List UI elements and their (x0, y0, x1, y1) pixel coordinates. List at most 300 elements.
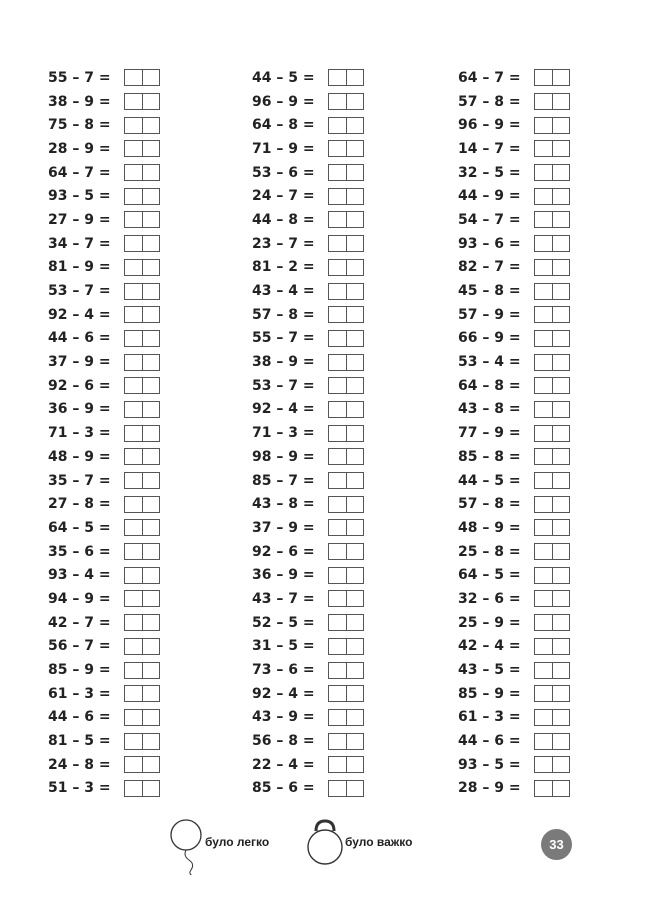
answer-ones-cell[interactable] (346, 212, 364, 227)
answer-ones-cell[interactable] (346, 141, 364, 156)
answer-box[interactable] (124, 140, 160, 157)
answer-tens-cell[interactable] (535, 686, 552, 701)
answer-box[interactable] (328, 543, 364, 560)
problem-expression: 85 – 9 = (458, 685, 521, 702)
answer-box[interactable] (534, 519, 570, 536)
answer-tens-cell[interactable] (125, 307, 142, 322)
answer-tens-cell[interactable] (535, 710, 552, 725)
problem-expression: 94 – 9 = (48, 590, 111, 607)
answer-box[interactable] (124, 780, 160, 797)
answer-box[interactable] (534, 401, 570, 418)
answer-ones-cell[interactable] (552, 497, 570, 512)
answer-ones-cell[interactable] (552, 591, 570, 606)
answer-box[interactable] (124, 472, 160, 489)
answer-tens-cell[interactable] (125, 141, 142, 156)
problem-row (48, 161, 160, 185)
answer-ones-cell[interactable] (346, 331, 364, 346)
answer-tens-cell[interactable] (535, 734, 552, 749)
answer-tens-cell[interactable] (535, 307, 552, 322)
answer-box[interactable] (534, 306, 570, 323)
answer-box[interactable] (534, 448, 570, 465)
answer-box[interactable] (534, 496, 570, 513)
answer-box[interactable] (328, 211, 364, 228)
answer-tens-cell[interactable] (329, 615, 346, 630)
answer-box[interactable] (328, 780, 364, 797)
answer-box[interactable] (124, 188, 160, 205)
answer-ones-cell[interactable] (552, 236, 570, 251)
answer-ones-cell[interactable] (346, 118, 364, 133)
answer-ones-cell[interactable] (142, 236, 160, 251)
problem-expression: 64 – 5 = (48, 519, 111, 536)
answer-tens-cell[interactable] (125, 757, 142, 772)
hard-label[interactable]: було важко (345, 835, 413, 849)
answer-ones-cell[interactable] (346, 449, 364, 464)
answer-ones-cell[interactable] (142, 520, 160, 535)
easy-label[interactable]: було легко (205, 835, 270, 849)
answer-ones-cell[interactable] (346, 473, 364, 488)
answer-tens-cell[interactable] (125, 236, 142, 251)
answer-box[interactable] (328, 259, 364, 276)
answer-ones-cell[interactable] (346, 781, 364, 796)
answer-box[interactable] (124, 354, 160, 371)
answer-box[interactable] (328, 235, 364, 252)
answer-ones-cell[interactable] (142, 710, 160, 725)
answer-ones-cell[interactable] (346, 189, 364, 204)
answer-box[interactable] (328, 519, 364, 536)
answer-tens-cell[interactable] (535, 568, 552, 583)
answer-tens-cell[interactable] (329, 331, 346, 346)
answer-box[interactable] (124, 662, 160, 679)
answer-tens-cell[interactable] (535, 473, 552, 488)
answer-ones-cell[interactable] (142, 663, 160, 678)
answer-ones-cell[interactable] (552, 165, 570, 180)
answer-ones-cell[interactable] (552, 734, 570, 749)
answer-box[interactable] (124, 69, 160, 86)
answer-ones-cell[interactable] (346, 639, 364, 654)
answer-tens-cell[interactable] (125, 94, 142, 109)
answer-box[interactable] (328, 401, 364, 418)
answer-box[interactable] (534, 69, 570, 86)
answer-tens-cell[interactable] (329, 165, 346, 180)
answer-ones-cell[interactable] (142, 615, 160, 630)
answer-ones-cell[interactable] (346, 165, 364, 180)
answer-ones-cell[interactable] (142, 734, 160, 749)
answer-tens-cell[interactable] (125, 402, 142, 417)
answer-tens-cell[interactable] (125, 165, 142, 180)
answer-ones-cell[interactable] (552, 284, 570, 299)
answer-box[interactable] (534, 685, 570, 702)
answer-tens-cell[interactable] (329, 378, 346, 393)
answer-ones-cell[interactable] (142, 544, 160, 559)
answer-ones-cell[interactable] (552, 663, 570, 678)
answer-ones-cell[interactable] (346, 591, 364, 606)
answer-tens-cell[interactable] (329, 781, 346, 796)
answer-tens-cell[interactable] (329, 757, 346, 772)
answer-ones-cell[interactable] (552, 426, 570, 441)
answer-tens-cell[interactable] (329, 544, 346, 559)
answer-tens-cell[interactable] (329, 236, 346, 251)
answer-ones-cell[interactable] (552, 686, 570, 701)
answer-box[interactable] (124, 733, 160, 750)
answer-ones-cell[interactable] (346, 284, 364, 299)
answer-tens-cell[interactable] (125, 284, 142, 299)
answer-tens-cell[interactable] (329, 118, 346, 133)
answer-ones-cell[interactable] (142, 331, 160, 346)
answer-ones-cell[interactable] (552, 449, 570, 464)
answer-box[interactable] (124, 306, 160, 323)
answer-tens-cell[interactable] (329, 568, 346, 583)
answer-ones-cell[interactable] (552, 189, 570, 204)
answer-box[interactable] (124, 709, 160, 726)
answer-tens-cell[interactable] (535, 615, 552, 630)
answer-tens-cell[interactable] (125, 781, 142, 796)
answer-ones-cell[interactable] (142, 307, 160, 322)
answer-ones-cell[interactable] (346, 94, 364, 109)
answer-ones-cell[interactable] (142, 449, 160, 464)
kettlebell-icon[interactable] (303, 817, 347, 869)
answer-tens-cell[interactable] (125, 734, 142, 749)
answer-box[interactable] (328, 188, 364, 205)
answer-tens-cell[interactable] (125, 710, 142, 725)
problem-expression: 43 – 5 = (458, 662, 521, 679)
answer-ones-cell[interactable] (552, 94, 570, 109)
answer-box[interactable] (328, 448, 364, 465)
answer-box[interactable] (124, 567, 160, 584)
answer-box[interactable] (534, 590, 570, 607)
problem-row (252, 635, 364, 659)
answer-ones-cell[interactable] (346, 615, 364, 630)
answer-ones-cell[interactable] (346, 520, 364, 535)
answer-box[interactable] (124, 496, 160, 513)
answer-tens-cell[interactable] (535, 378, 552, 393)
answer-ones-cell[interactable] (552, 615, 570, 630)
answer-ones-cell[interactable] (142, 378, 160, 393)
answer-box[interactable] (534, 140, 570, 157)
answer-tens-cell[interactable] (535, 544, 552, 559)
answer-tens-cell[interactable] (125, 331, 142, 346)
answer-box[interactable] (124, 377, 160, 394)
answer-box[interactable] (124, 164, 160, 181)
answer-tens-cell[interactable] (535, 402, 552, 417)
answer-box[interactable] (124, 283, 160, 300)
answer-box[interactable] (328, 756, 364, 773)
answer-ones-cell[interactable] (346, 70, 364, 85)
answer-box[interactable] (534, 164, 570, 181)
answer-tens-cell[interactable] (329, 141, 346, 156)
answer-ones-cell[interactable] (552, 520, 570, 535)
problem-row (252, 682, 364, 706)
answer-box[interactable] (534, 662, 570, 679)
answer-box[interactable] (328, 567, 364, 584)
answer-tens-cell[interactable] (125, 520, 142, 535)
answer-tens-cell[interactable] (125, 686, 142, 701)
answer-ones-cell[interactable] (552, 757, 570, 772)
answer-box[interactable] (124, 425, 160, 442)
answer-box[interactable] (328, 709, 364, 726)
answer-ones-cell[interactable] (552, 212, 570, 227)
answer-ones-cell[interactable] (346, 307, 364, 322)
answer-box[interactable] (328, 354, 364, 371)
answer-box[interactable] (328, 425, 364, 442)
answer-tens-cell[interactable] (125, 449, 142, 464)
answer-ones-cell[interactable] (346, 757, 364, 772)
answer-box[interactable] (328, 117, 364, 134)
answer-ones-cell[interactable] (346, 734, 364, 749)
answer-box[interactable] (328, 638, 364, 655)
answer-tens-cell[interactable] (535, 449, 552, 464)
answer-tens-cell[interactable] (125, 615, 142, 630)
answer-ones-cell[interactable] (346, 260, 364, 275)
answer-tens-cell[interactable] (535, 118, 552, 133)
answer-ones-cell[interactable] (346, 710, 364, 725)
answer-tens-cell[interactable] (125, 663, 142, 678)
answer-box[interactable] (534, 93, 570, 110)
answer-tens-cell[interactable] (329, 639, 346, 654)
answer-tens-cell[interactable] (535, 591, 552, 606)
answer-ones-cell[interactable] (346, 568, 364, 583)
problem-row (48, 682, 160, 706)
answer-ones-cell[interactable] (552, 473, 570, 488)
answer-tens-cell[interactable] (125, 544, 142, 559)
answer-tens-cell[interactable] (329, 449, 346, 464)
answer-box[interactable] (534, 188, 570, 205)
answer-ones-cell[interactable] (346, 663, 364, 678)
answer-box[interactable] (534, 614, 570, 631)
problem-expression: 35 – 6 = (48, 543, 111, 560)
answer-box[interactable] (534, 235, 570, 252)
answer-tens-cell[interactable] (535, 426, 552, 441)
answer-ones-cell[interactable] (142, 473, 160, 488)
answer-tens-cell[interactable] (329, 497, 346, 512)
answer-box[interactable] (534, 756, 570, 773)
answer-tens-cell[interactable] (125, 118, 142, 133)
answer-tens-cell[interactable] (535, 331, 552, 346)
answer-box[interactable] (328, 496, 364, 513)
answer-box[interactable] (534, 709, 570, 726)
answer-ones-cell[interactable] (346, 402, 364, 417)
answer-box[interactable] (328, 306, 364, 323)
answer-box[interactable] (328, 69, 364, 86)
answer-box[interactable] (534, 117, 570, 134)
answer-ones-cell[interactable] (552, 331, 570, 346)
answer-ones-cell[interactable] (142, 686, 160, 701)
answer-box[interactable] (534, 567, 570, 584)
answer-tens-cell[interactable] (535, 520, 552, 535)
answer-ones-cell[interactable] (142, 426, 160, 441)
answer-ones-cell[interactable] (142, 757, 160, 772)
answer-ones-cell[interactable] (552, 402, 570, 417)
answer-tens-cell[interactable] (535, 212, 552, 227)
answer-ones-cell[interactable] (142, 165, 160, 180)
answer-tens-cell[interactable] (329, 426, 346, 441)
problem-expression: 44 – 6 = (458, 733, 521, 750)
answer-tens-cell[interactable] (125, 260, 142, 275)
problem-expression: 24 – 7 = (252, 188, 315, 205)
answer-box[interactable] (328, 93, 364, 110)
answer-ones-cell[interactable] (552, 141, 570, 156)
answer-box[interactable] (534, 638, 570, 655)
problem-expression: 73 – 6 = (252, 662, 315, 679)
answer-box[interactable] (328, 733, 364, 750)
answer-ones-cell[interactable] (346, 378, 364, 393)
answer-box[interactable] (124, 211, 160, 228)
answer-tens-cell[interactable] (125, 568, 142, 583)
answer-tens-cell[interactable] (329, 212, 346, 227)
problem-expression: 85 – 9 = (48, 662, 111, 679)
answer-ones-cell[interactable] (552, 710, 570, 725)
answer-box[interactable] (328, 685, 364, 702)
answer-box[interactable] (534, 472, 570, 489)
answer-ones-cell[interactable] (142, 497, 160, 512)
answer-tens-cell[interactable] (535, 497, 552, 512)
answer-box[interactable] (328, 472, 364, 489)
answer-tens-cell[interactable] (125, 70, 142, 85)
answer-box[interactable] (534, 330, 570, 347)
answer-box[interactable] (534, 259, 570, 276)
answer-box[interactable] (534, 354, 570, 371)
answer-ones-cell[interactable] (142, 94, 160, 109)
answer-ones-cell[interactable] (346, 686, 364, 701)
answer-box[interactable] (534, 377, 570, 394)
answer-ones-cell[interactable] (346, 236, 364, 251)
answer-box[interactable] (124, 519, 160, 536)
answer-box[interactable] (328, 377, 364, 394)
answer-tens-cell[interactable] (329, 402, 346, 417)
answer-box[interactable] (534, 283, 570, 300)
answer-tens-cell[interactable] (329, 355, 346, 370)
answer-tens-cell[interactable] (125, 212, 142, 227)
answer-ones-cell[interactable] (142, 355, 160, 370)
answer-ones-cell[interactable] (142, 284, 160, 299)
problem-expression: 64 – 8 = (252, 117, 315, 134)
answer-box[interactable] (328, 330, 364, 347)
answer-tens-cell[interactable] (329, 189, 346, 204)
answer-ones-cell[interactable] (346, 544, 364, 559)
answer-ones-cell[interactable] (142, 402, 160, 417)
answer-box[interactable] (328, 590, 364, 607)
problem-expression: 64 – 5 = (458, 567, 521, 584)
answer-tens-cell[interactable] (329, 710, 346, 725)
answer-tens-cell[interactable] (125, 189, 142, 204)
answer-tens-cell[interactable] (535, 94, 552, 109)
answer-ones-cell[interactable] (552, 378, 570, 393)
answer-box[interactable] (328, 283, 364, 300)
answer-box[interactable] (534, 543, 570, 560)
answer-ones-cell[interactable] (552, 544, 570, 559)
answer-box[interactable] (124, 117, 160, 134)
answer-tens-cell[interactable] (329, 734, 346, 749)
answer-box[interactable] (328, 164, 364, 181)
answer-ones-cell[interactable] (552, 260, 570, 275)
answer-tens-cell[interactable] (535, 663, 552, 678)
answer-box[interactable] (124, 259, 160, 276)
answer-box[interactable] (534, 780, 570, 797)
answer-ones-cell[interactable] (552, 639, 570, 654)
answer-ones-cell[interactable] (552, 781, 570, 796)
answer-ones-cell[interactable] (142, 141, 160, 156)
answer-tens-cell[interactable] (329, 686, 346, 701)
answer-box[interactable] (124, 590, 160, 607)
answer-tens-cell[interactable] (329, 473, 346, 488)
answer-tens-cell[interactable] (329, 284, 346, 299)
answer-tens-cell[interactable] (329, 94, 346, 109)
answer-tens-cell[interactable] (535, 141, 552, 156)
answer-tens-cell[interactable] (535, 355, 552, 370)
answer-tens-cell[interactable] (329, 70, 346, 85)
answer-tens-cell[interactable] (329, 307, 346, 322)
answer-ones-cell[interactable] (142, 781, 160, 796)
answer-ones-cell[interactable] (142, 118, 160, 133)
answer-ones-cell[interactable] (552, 118, 570, 133)
answer-tens-cell[interactable] (535, 639, 552, 654)
answer-tens-cell[interactable] (535, 189, 552, 204)
answer-ones-cell[interactable] (552, 568, 570, 583)
problem-expression: 92 – 4 = (252, 685, 315, 702)
answer-tens-cell[interactable] (125, 426, 142, 441)
answer-ones-cell[interactable] (142, 70, 160, 85)
answer-tens-cell[interactable] (125, 355, 142, 370)
answer-ones-cell[interactable] (552, 70, 570, 85)
answer-ones-cell[interactable] (142, 212, 160, 227)
answer-tens-cell[interactable] (125, 497, 142, 512)
answer-tens-cell[interactable] (535, 757, 552, 772)
answer-box[interactable] (328, 140, 364, 157)
answer-tens-cell[interactable] (125, 591, 142, 606)
answer-box[interactable] (534, 211, 570, 228)
answer-ones-cell[interactable] (142, 591, 160, 606)
answer-box[interactable] (124, 543, 160, 560)
answer-tens-cell[interactable] (125, 639, 142, 654)
answer-tens-cell[interactable] (125, 378, 142, 393)
answer-ones-cell[interactable] (142, 639, 160, 654)
answer-ones-cell[interactable] (346, 497, 364, 512)
answer-ones-cell[interactable] (552, 307, 570, 322)
answer-box[interactable] (124, 448, 160, 465)
answer-box[interactable] (328, 662, 364, 679)
answer-box[interactable] (124, 93, 160, 110)
answer-tens-cell[interactable] (535, 236, 552, 251)
answer-ones-cell[interactable] (142, 260, 160, 275)
answer-tens-cell[interactable] (535, 70, 552, 85)
answer-box[interactable] (124, 756, 160, 773)
answer-box[interactable] (124, 685, 160, 702)
answer-box[interactable] (124, 638, 160, 655)
answer-ones-cell[interactable] (142, 189, 160, 204)
answer-tens-cell[interactable] (125, 473, 142, 488)
problem-expression: 25 – 8 = (458, 543, 521, 560)
problem-row (458, 516, 570, 540)
answer-tens-cell[interactable] (535, 260, 552, 275)
answer-ones-cell[interactable] (346, 426, 364, 441)
answer-tens-cell[interactable] (329, 591, 346, 606)
answer-tens-cell[interactable] (535, 781, 552, 796)
answer-ones-cell[interactable] (142, 568, 160, 583)
answer-box[interactable] (328, 614, 364, 631)
answer-box[interactable] (124, 614, 160, 631)
answer-tens-cell[interactable] (329, 663, 346, 678)
answer-box[interactable] (534, 733, 570, 750)
answer-box[interactable] (124, 401, 160, 418)
answer-tens-cell[interactable] (535, 165, 552, 180)
answer-box[interactable] (534, 425, 570, 442)
answer-box[interactable] (124, 235, 160, 252)
answer-box[interactable] (124, 330, 160, 347)
answer-tens-cell[interactable] (329, 520, 346, 535)
answer-ones-cell[interactable] (346, 355, 364, 370)
answer-ones-cell[interactable] (552, 355, 570, 370)
answer-tens-cell[interactable] (329, 260, 346, 275)
answer-tens-cell[interactable] (535, 284, 552, 299)
